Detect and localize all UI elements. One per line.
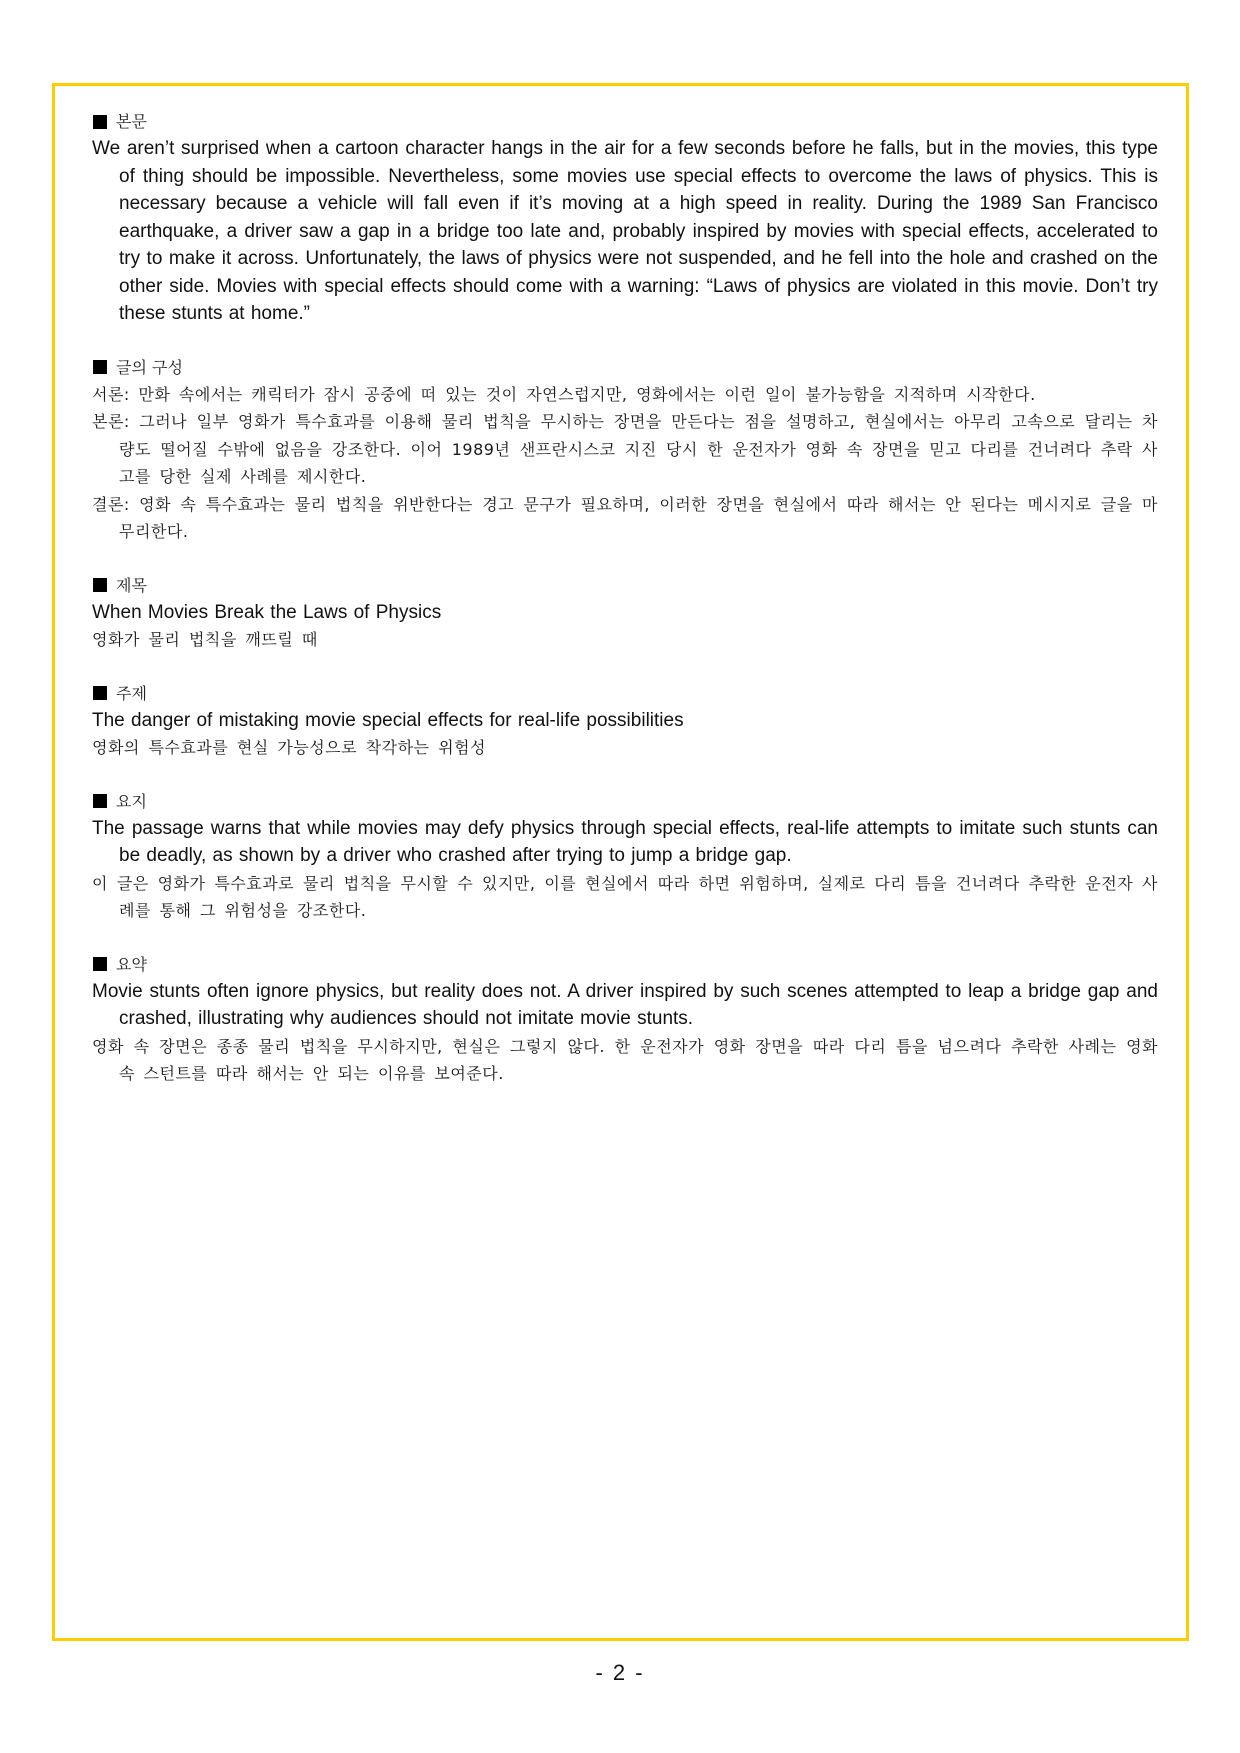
title-korean: 영화가 물리 법칙을 깨뜨릴 때 — [92, 630, 318, 649]
section-heading — [92, 572, 1158, 599]
structure-conclusion: 결론: 영화 속 특수효과는 물리 법칙을 위반한다는 경고 문구가 필요하며, 이러한 장면을 현실에서 따라 해서는 안 된다는 메시지로 글을 마무리한다. — [92, 494, 1158, 541]
structure-intro: 서론: 만화 속에서는 캐릭터가 잠시 공중에 떠 있는 것이 자연스럽지만, 영화에서는 이런 일이 불가능함을 지적하며 시작한다. — [92, 384, 1036, 404]
section-summary — [92, 951, 1158, 1088]
black-square-bullet-icon — [93, 360, 107, 374]
black-square-bullet-icon — [93, 578, 107, 592]
section-heading — [92, 788, 1158, 815]
section-heading-label: 주제 — [116, 683, 147, 703]
gist-english: The passage warns that while movies may defy physics through special effects, real-life attempts to imitate such stunts can be deadly, as shown by a driver who crashed after trying to jump a bridge gap. — [92, 817, 1158, 866]
section-body — [92, 108, 1158, 328]
title-english: When Movies Break the Laws of Physics — [92, 601, 442, 623]
black-square-bullet-icon — [93, 686, 107, 700]
black-square-bullet-icon — [93, 115, 107, 129]
section-gist — [92, 788, 1158, 925]
section-title — [92, 572, 1158, 654]
page-number: - 2 - — [595, 1660, 645, 1685]
black-square-bullet-icon — [93, 957, 107, 971]
section-heading-label: 요지 — [116, 791, 147, 811]
summary-korean: 영화 속 장면은 종종 물리 법칙을 무시하지만, 현실은 그렇지 않다. 한 운전자가 영화 장면을 따라 다리 틈을 넘으려다 추락한 사례는 영화 속 스턴트를 따라 해서는 안 되는 이유를 보여준다. — [92, 1036, 1158, 1083]
passage-text: We aren’t surprised when a cartoon character hangs in the air for a few seconds before he falls, but in the movies, this type of thing should be impossible. Nevertheless, some movies use special effects to overcome the laws of physics. This is necessary because a vehicle will fall even if it’s moving at a high speed in reality. During the 1989 San Francisco earthquake, a driver saw a gap in a bridge too late and, probably inspired by movies with special effects, accelerated to try to make it across. Unfortunately, the laws of physics were not suspended, and he fell into the hole and crashed on the other side. Movies with special effects should come with a warning: “Laws of physics are violated in this movie. Don’t try these stunts at home.” — [92, 138, 1158, 324]
section-heading-label: 글의 구성 — [116, 357, 183, 377]
section-heading — [92, 354, 1158, 381]
section-heading-label: 제목 — [116, 575, 147, 595]
topic-korean: 영화의 특수효과를 현실 가능성으로 착각하는 위험성 — [92, 738, 486, 757]
section-structure — [92, 354, 1158, 546]
structure-body: 본론: 그러나 일부 영화가 특수효과를 이용해 물리 법칙을 무시하는 장면을 만든다는 점을 설명하고, 현실에서는 아무리 고속으로 달리는 차량도 떨어질 수밖에 없음을 강조한다. 이어 1989년 샌프란시스코 지진 당시 한 운전자가 영화 속 장면을 믿고 다리를 건너려다 추락 사고를 당한 실제 사례를 제시한다. — [92, 412, 1158, 486]
section-topic — [92, 680, 1158, 762]
section-heading — [92, 951, 1158, 978]
section-heading — [92, 108, 1158, 135]
section-heading-label: 요약 — [116, 954, 147, 974]
document-content — [92, 108, 1158, 1114]
section-heading — [92, 680, 1158, 707]
summary-english: Movie stunts often ignore physics, but reality does not. A driver inspired by such scenes attempted to leap a bridge gap and crashed, illustrating why audiences should not imitate movie stunts. — [92, 980, 1158, 1029]
topic-english: The danger of mistaking movie special effects for real-life possibilities — [92, 709, 684, 731]
black-square-bullet-icon — [93, 794, 107, 808]
section-heading-label: 본문 — [116, 112, 147, 131]
gist-korean: 이 글은 영화가 특수효과로 물리 법칙을 무시할 수 있지만, 이를 현실에서 따라 하면 위험하며, 실제로 다리 틈을 건너려다 추락한 운전자 사례를 통해 그 위험성을 강조한다. — [92, 873, 1158, 920]
